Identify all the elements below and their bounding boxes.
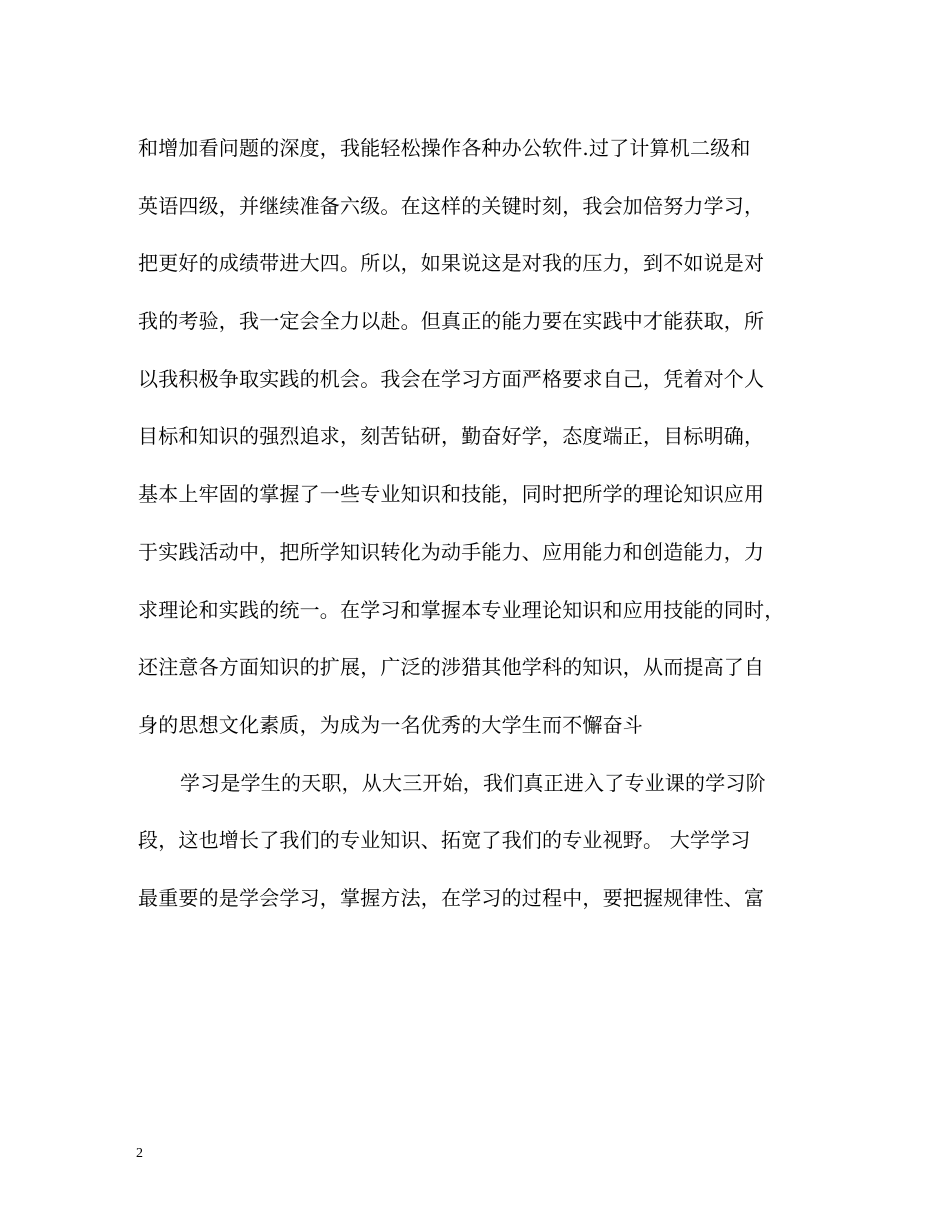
- text-line: 目标和知识的强烈追求，刻苦钻研，勤奋好学，态度端正，目标明确，: [138, 424, 765, 449]
- text-line: 基本上牢固的掌握了一些专业知识和技能，同时把所学的理论知识应用: [138, 482, 765, 507]
- text-line: 段，这也增长了我们的专业知识、拓宽了我们的专业视野。 大学学习: [138, 828, 751, 853]
- text-line: 于实践活动中，把所学知识转化为动手能力、应用能力和创造能力，力: [138, 539, 765, 564]
- text-line: 把更好的成绩带进大四。所以，如果说这是对我的压力，到不如说是对: [138, 251, 765, 276]
- body-text: [138, 120, 838, 928]
- page-number: 2: [136, 1146, 143, 1161]
- text-line: 求理论和实践的统一。在学习和掌握本专业理论知识和应用技能的同时，: [138, 597, 785, 622]
- text-line: 最重要的是学会学习，掌握方法，在学习的过程中，要把握规律性、富: [138, 885, 765, 910]
- text-line: 还注意各方面知识的扩展，广泛的涉猎其他学科的知识，从而提高了自: [138, 655, 765, 680]
- text-line: 以我积极争取实践的机会。我会在学习方面严格要求自己，凭着对个人: [138, 366, 765, 391]
- text-line: 我的考验，我一定会全力以赴。但真正的能力要在实践中才能获取，所: [138, 309, 765, 334]
- text-line: 英语四级，并继续准备六级。在这样的关键时刻，我会加倍努力学习，: [138, 193, 765, 218]
- text-line: 学习是学生的天职，从大三开始，我们真正进入了专业课的学习阶: [180, 770, 766, 795]
- text-line: 和增加看问题的深度，我能轻松操作各种办公软件.过了计算机二级和: [138, 136, 751, 160]
- text-line: 身的思想文化素质，为成为一名优秀的大学生而不懈奋斗: [138, 712, 643, 737]
